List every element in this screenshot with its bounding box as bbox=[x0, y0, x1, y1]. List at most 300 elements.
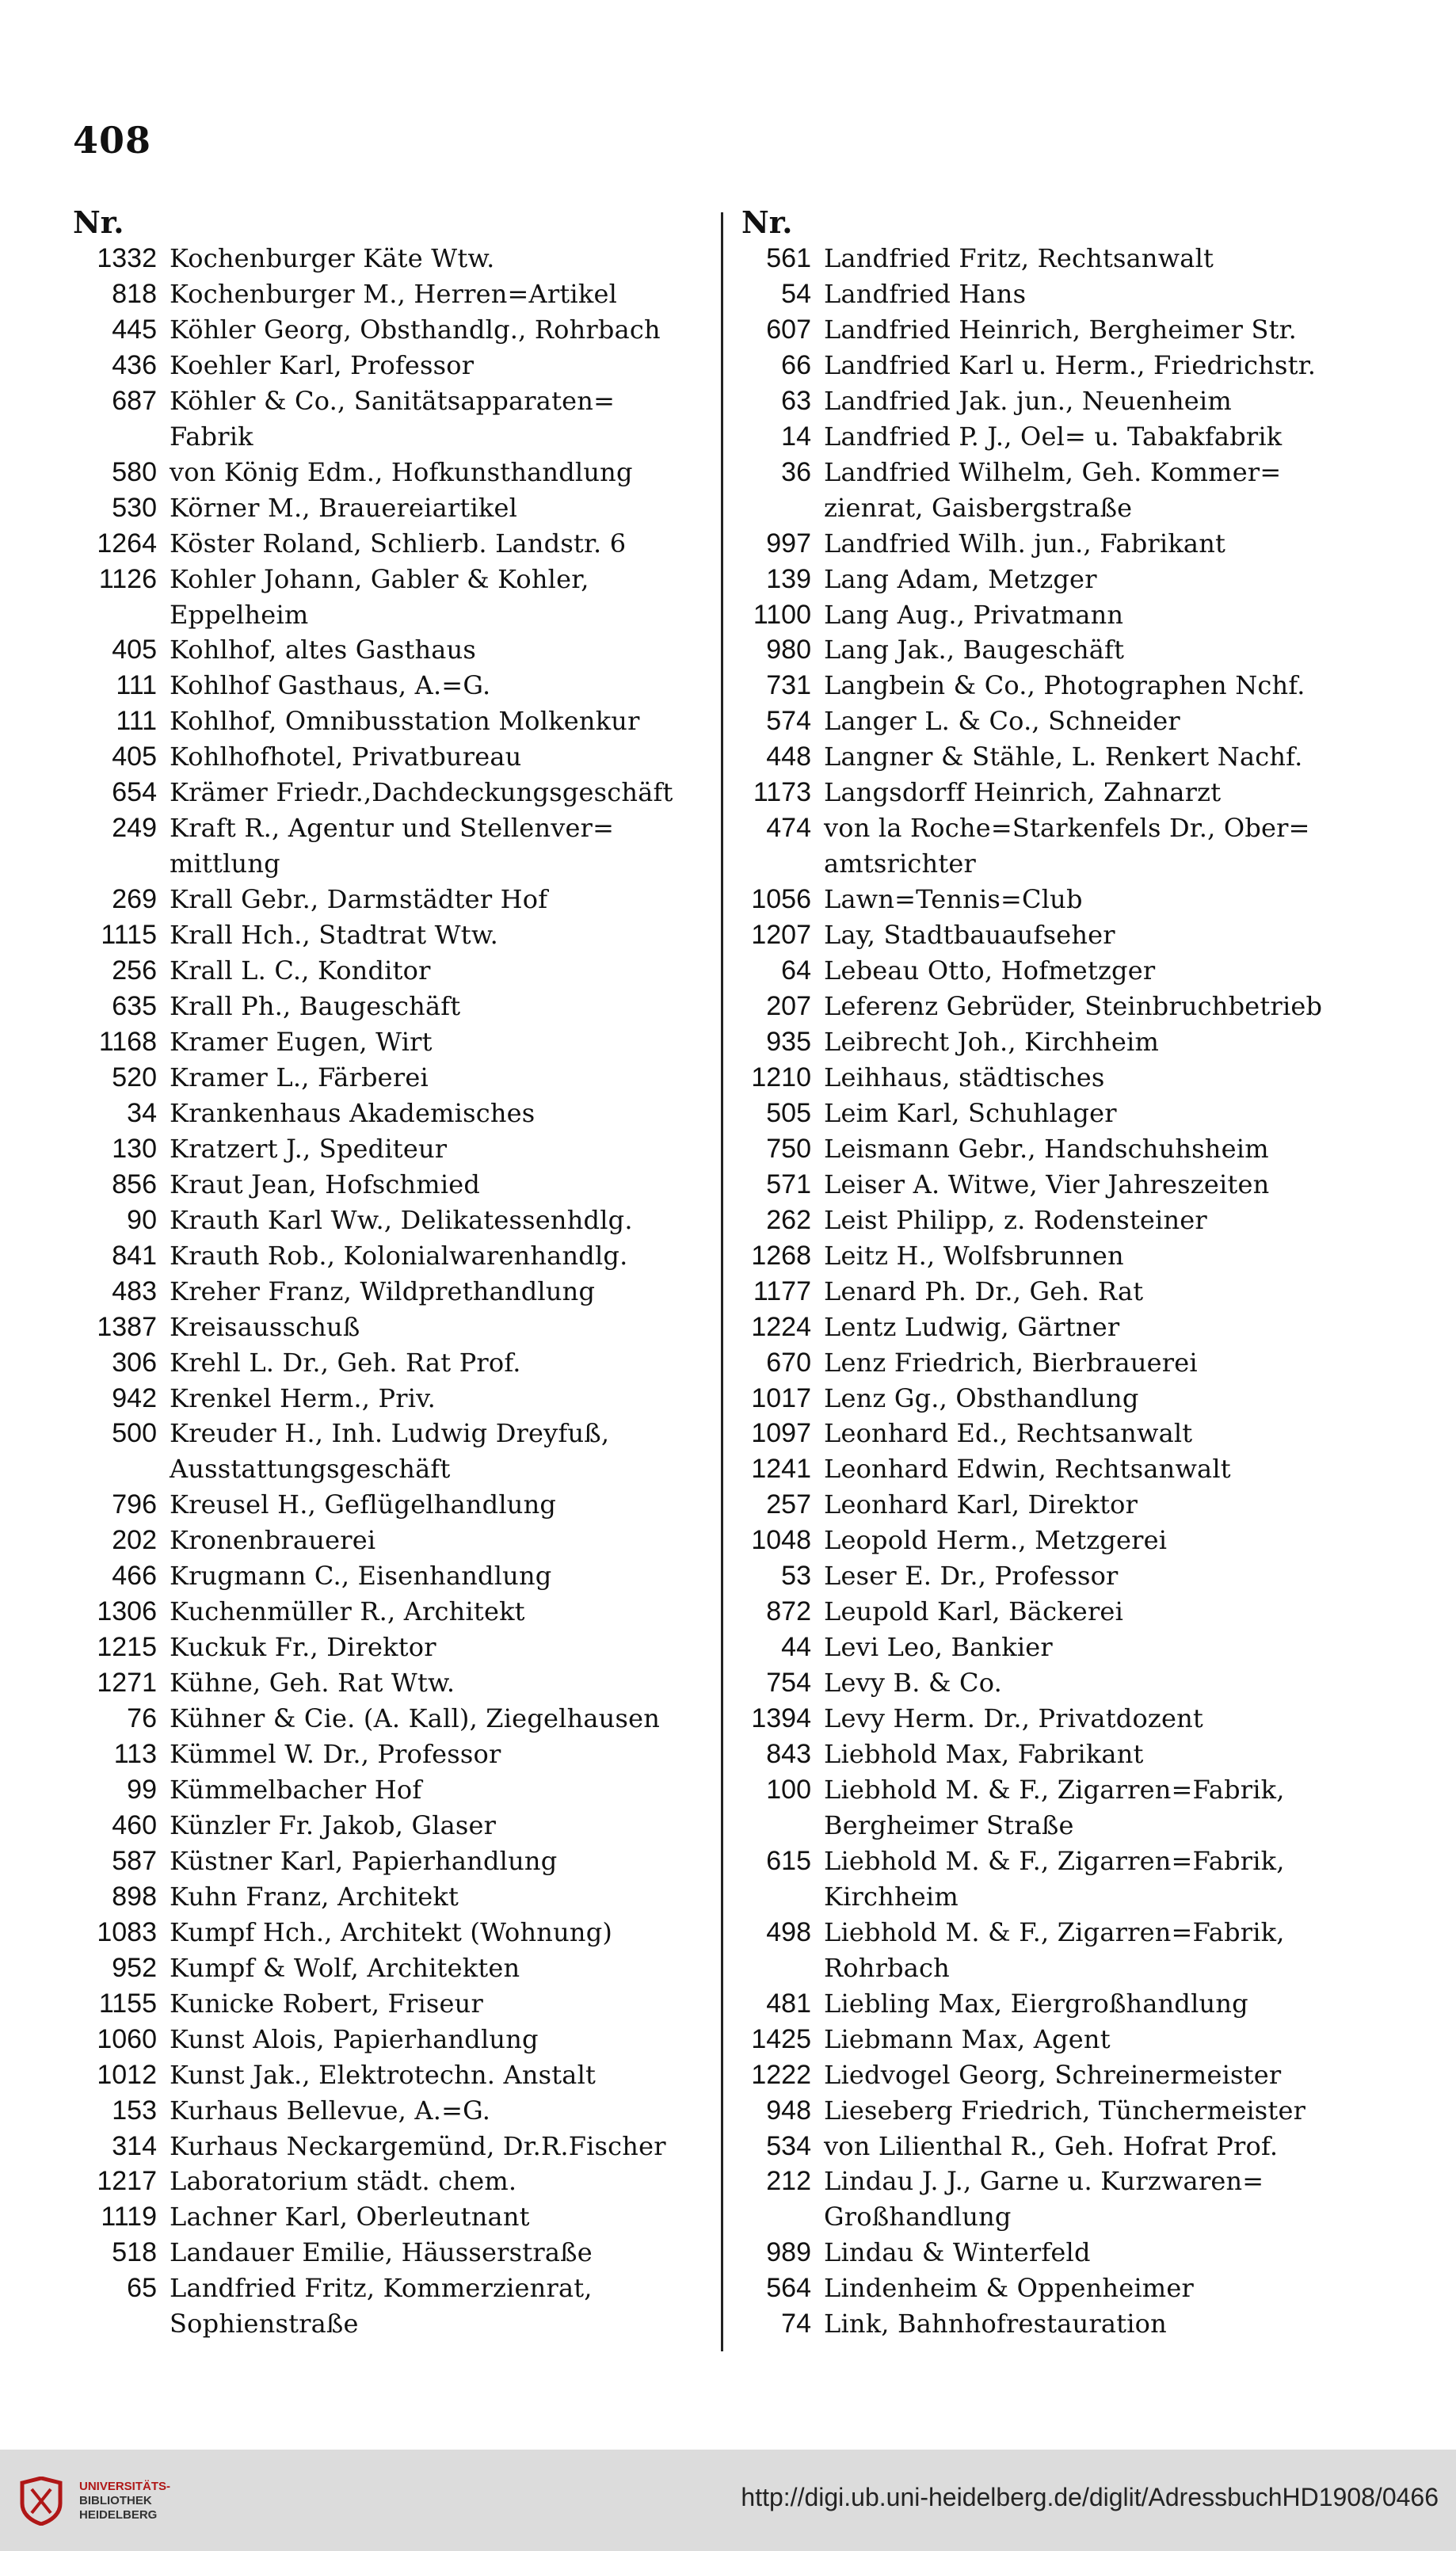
entry-number: 64 bbox=[781, 955, 811, 986]
directory-entry bbox=[732, 917, 1397, 953]
entry-number: 843 bbox=[766, 1739, 811, 1770]
entry-number: 518 bbox=[112, 2237, 157, 2268]
entry-text: Lindenheim & Oppenheimer bbox=[824, 2273, 1194, 2304]
entry-text: Krall L. C., Konditor bbox=[170, 955, 431, 986]
entry-text: Krauth Rob., Kolonialwarenhandlg. bbox=[170, 1240, 628, 1271]
entry-number: 571 bbox=[766, 1169, 811, 1199]
directory-entry bbox=[63, 1701, 722, 1737]
entry-text: Kumpf Hch., Architekt (Wohnung) bbox=[170, 1916, 613, 1947]
directory-entry bbox=[63, 562, 722, 633]
directory-entry bbox=[732, 2022, 1397, 2057]
entry-number: 1173 bbox=[753, 777, 811, 808]
entry-text: Krehl L. Dr., Geh. Rat Prof. bbox=[170, 1347, 521, 1378]
directory-entry bbox=[63, 739, 722, 775]
directory-entry bbox=[732, 704, 1397, 739]
entry-number: 841 bbox=[112, 1240, 157, 1271]
directory-entry bbox=[732, 1451, 1397, 1487]
entry-text: Lieseberg Friedrich, Tünchermeister bbox=[824, 2095, 1306, 2126]
entry-text: Kuhn Franz, Architekt bbox=[170, 1881, 459, 1912]
entry-number: 505 bbox=[766, 1097, 811, 1128]
directory-entry bbox=[732, 526, 1397, 562]
entry-number: 607 bbox=[766, 314, 811, 345]
directory-entry bbox=[732, 1238, 1397, 1274]
entry-text: Kreusel H., Geflügelhandlung bbox=[170, 1489, 557, 1520]
left-column bbox=[63, 204, 722, 2342]
directory-entry bbox=[63, 1915, 722, 1950]
directory-entry bbox=[732, 1416, 1397, 1451]
entry-text: Leibrecht Joh., Kirchheim bbox=[824, 1026, 1160, 1057]
directory-entry bbox=[732, 1665, 1397, 1701]
entry-number: 207 bbox=[766, 991, 811, 1022]
directory-entry bbox=[63, 1737, 722, 1772]
entry-text: Langbein & Co., Photographen Nchf. bbox=[824, 670, 1305, 701]
directory-entry bbox=[63, 2022, 722, 2057]
directory-entry bbox=[63, 1060, 722, 1096]
entry-number: 460 bbox=[112, 1809, 157, 1840]
directory-entry bbox=[63, 526, 722, 562]
entry-text: Kühne, Geh. Rat Wtw. bbox=[170, 1668, 455, 1699]
directory-entry bbox=[63, 989, 722, 1024]
directory-entry bbox=[732, 312, 1397, 348]
directory-entry bbox=[63, 1808, 722, 1844]
entry-text: Liebling Max, Eiergroßhandlung bbox=[824, 1988, 1248, 2019]
entry-number: 262 bbox=[766, 1204, 811, 1235]
directory-entry bbox=[63, 2093, 722, 2129]
directory-entry bbox=[732, 1345, 1397, 1381]
entry-number: 952 bbox=[112, 1952, 157, 1983]
directory-entry bbox=[63, 2271, 722, 2342]
entry-number: 100 bbox=[766, 1774, 811, 1805]
directory-entry bbox=[732, 810, 1397, 882]
entry-text: Landauer Emilie, Häusserstraße bbox=[170, 2237, 593, 2268]
entry-number: 1126 bbox=[98, 563, 157, 594]
directory-entry bbox=[732, 383, 1397, 419]
entry-text: Lenz Gg., Obsthandlung bbox=[824, 1382, 1139, 1413]
entry-text: Liebmann Max, Agent bbox=[824, 2023, 1111, 2054]
directory-entry bbox=[732, 1167, 1397, 1203]
entry-number: 935 bbox=[766, 1026, 811, 1057]
directory-entry bbox=[732, 1203, 1397, 1238]
entry-number: 731 bbox=[766, 670, 811, 701]
entry-number: 113 bbox=[113, 1739, 157, 1770]
directory-entry bbox=[732, 2271, 1397, 2306]
directory-entry bbox=[732, 1594, 1397, 1630]
directory-entry bbox=[63, 1558, 722, 1594]
left-column-header: Nr. bbox=[73, 204, 124, 240]
entry-number: 1155 bbox=[98, 1988, 157, 2019]
directory-entry bbox=[732, 1772, 1397, 1844]
directory-entry bbox=[63, 1630, 722, 1665]
entry-text: Levi Leo, Bankier bbox=[824, 1632, 1053, 1663]
footer-bar bbox=[0, 2450, 1456, 2551]
entry-number: 65 bbox=[127, 2273, 157, 2304]
entry-number: 1306 bbox=[97, 1596, 157, 1627]
directory-entry bbox=[732, 2057, 1397, 2093]
directory-entry bbox=[732, 668, 1397, 704]
entry-number: 269 bbox=[112, 884, 157, 915]
entry-text: Lang Adam, Metzger bbox=[824, 563, 1097, 594]
entry-number: 1097 bbox=[751, 1418, 811, 1449]
entry-number: 1177 bbox=[753, 1276, 811, 1306]
directory-entry bbox=[732, 882, 1397, 917]
entry-text: Leitz H., Wolfsbrunnen bbox=[824, 1240, 1124, 1271]
entry-number: 498 bbox=[766, 1916, 811, 1947]
entry-text: Langsdorff Heinrich, Zahnarzt bbox=[824, 777, 1222, 808]
entry-text: Leser E. Dr., Professor bbox=[824, 1561, 1119, 1592]
entry-number: 1224 bbox=[751, 1311, 811, 1342]
entry-text: Kunicke Robert, Friseur bbox=[170, 1988, 483, 2019]
entry-text: Kümmelbacher Hof bbox=[170, 1774, 422, 1805]
directory-entry bbox=[732, 2093, 1397, 2129]
directory-entry bbox=[732, 1523, 1397, 1558]
entry-text: von la Roche=Starkenfels Dr., Ober= amtsrichter bbox=[824, 813, 1310, 879]
entry-number: 90 bbox=[127, 1204, 157, 1235]
entry-number: 466 bbox=[112, 1561, 157, 1592]
entry-number: 530 bbox=[112, 492, 157, 523]
entry-number: 1268 bbox=[751, 1240, 811, 1271]
left-entry-list bbox=[63, 241, 722, 2342]
entry-number: 561 bbox=[766, 243, 811, 273]
entry-number: 750 bbox=[766, 1133, 811, 1164]
entry-text: Landfried Fritz, Kommerzienrat, Sophienstraße bbox=[170, 2273, 593, 2339]
entry-number: 1264 bbox=[97, 528, 157, 559]
entry-number: 314 bbox=[112, 2130, 157, 2161]
entry-text: Leonhard Karl, Direktor bbox=[824, 1489, 1138, 1520]
entry-text: Liebhold M. & F., Zigarren=Fabrik, Rohrbach bbox=[824, 1916, 1285, 1983]
entry-text: Krall Hch., Stadtrat Wtw. bbox=[170, 920, 498, 951]
directory-entry bbox=[63, 1879, 722, 1915]
entry-text: Liebhold M. & F., Zigarren=Fabrik, Kirchheim bbox=[824, 1845, 1285, 1912]
entry-number: 872 bbox=[766, 1596, 811, 1627]
entry-text: Kümmel W. Dr., Professor bbox=[170, 1739, 501, 1770]
entry-number: 564 bbox=[766, 2273, 811, 2304]
entry-text: Landfried Fritz, Rechtsanwalt bbox=[824, 243, 1214, 273]
entry-number: 53 bbox=[781, 1561, 811, 1592]
entry-number: 1394 bbox=[751, 1703, 811, 1734]
entry-text: Liedvogel Georg, Schreinermeister bbox=[824, 2059, 1282, 2090]
directory-entry bbox=[732, 455, 1397, 526]
directory-entry bbox=[732, 632, 1397, 668]
entry-text: Lawn=Tennis=Club bbox=[824, 884, 1083, 915]
entry-number: 74 bbox=[781, 2309, 811, 2339]
library-name-line3: HEIDELBERG bbox=[79, 2508, 158, 2522]
entry-text: Lentz Ludwig, Gärtner bbox=[824, 1311, 1120, 1342]
directory-entry bbox=[63, 1487, 722, 1523]
entry-number: 898 bbox=[112, 1881, 157, 1912]
entry-text: Kuckuk Fr., Direktor bbox=[170, 1632, 436, 1663]
directory-entry bbox=[63, 2057, 722, 2093]
entry-text: Landfried P. J., Oel= u. Tabakfabrik bbox=[824, 421, 1283, 452]
entry-number: 405 bbox=[112, 635, 157, 665]
library-name-line2: BIBLIOTHEK bbox=[79, 2494, 152, 2507]
directory-entry bbox=[63, 917, 722, 953]
entry-number: 1115 bbox=[101, 920, 157, 951]
directory-entry bbox=[732, 1558, 1397, 1594]
directory-entry bbox=[63, 953, 722, 989]
directory-entry bbox=[63, 1594, 722, 1630]
entry-text: Lebeau Otto, Hofmetzger bbox=[824, 955, 1156, 986]
entry-text: Link, Bahnhofrestauration bbox=[824, 2309, 1167, 2339]
entry-text: Kraut Jean, Hofschmied bbox=[170, 1169, 481, 1199]
entry-text: Leupold Karl, Bäckerei bbox=[824, 1596, 1124, 1627]
directory-entry bbox=[63, 1345, 722, 1381]
entry-number: 520 bbox=[112, 1062, 157, 1092]
directory-entry bbox=[732, 2306, 1397, 2342]
entry-text: Leiser A. Witwe, Vier Jahreszeiten bbox=[824, 1169, 1270, 1199]
directory-entry bbox=[63, 348, 722, 383]
entry-number: 1048 bbox=[751, 1525, 811, 1556]
directory-entry bbox=[63, 1523, 722, 1558]
directory-entry bbox=[732, 241, 1397, 276]
directory-entry bbox=[63, 810, 722, 882]
entry-number: 1387 bbox=[97, 1311, 157, 1342]
directory-entry bbox=[732, 1274, 1397, 1310]
entry-number: 1168 bbox=[98, 1026, 157, 1057]
entry-number: 483 bbox=[112, 1276, 157, 1306]
entry-number: 1119 bbox=[101, 2202, 157, 2233]
entry-number: 534 bbox=[766, 2130, 811, 2161]
entry-number: 153 bbox=[112, 2095, 157, 2126]
entry-number: 256 bbox=[112, 955, 157, 986]
entry-number: 1210 bbox=[751, 1062, 811, 1092]
entry-text: Krankenhaus Akademisches bbox=[170, 1097, 536, 1128]
entry-text: Kohler Johann, Gabler & Kohler, Eppelheim bbox=[170, 563, 589, 630]
directory-entry bbox=[63, 1844, 722, 1879]
directory-entry bbox=[63, 383, 722, 455]
directory-entry bbox=[63, 1096, 722, 1131]
directory-entry bbox=[63, 2235, 722, 2271]
page-number: 408 bbox=[73, 119, 152, 162]
entry-number: 818 bbox=[112, 278, 157, 309]
directory-entry bbox=[63, 1416, 722, 1487]
entry-text: Kreisausschuß bbox=[170, 1311, 360, 1342]
directory-entry bbox=[63, 1310, 722, 1345]
entry-text: Kreuder H., Inh. Ludwig Dreyfuß, Ausstattungsgeschäft bbox=[170, 1418, 610, 1485]
entry-text: Leist Philipp, z. Rodensteiner bbox=[824, 1204, 1207, 1235]
entry-number: 615 bbox=[766, 1845, 811, 1876]
entry-text: Kramer Eugen, Wirt bbox=[170, 1026, 433, 1057]
entry-number: 948 bbox=[766, 2095, 811, 2126]
entry-number: 796 bbox=[112, 1489, 157, 1520]
directory-entry bbox=[732, 1844, 1397, 1915]
entry-text: Liebhold Max, Fabrikant bbox=[824, 1739, 1144, 1770]
directory-entry bbox=[63, 490, 722, 526]
entry-number: 997 bbox=[766, 528, 811, 559]
entry-text: Kunst Alois, Papierhandlung bbox=[170, 2023, 539, 2054]
directory-entry bbox=[732, 775, 1397, 810]
entry-text: Köster Roland, Schlierb. Landstr. 6 bbox=[170, 528, 627, 559]
entry-number: 1215 bbox=[97, 1632, 157, 1663]
entry-text: Krugmann C., Eisenhandlung bbox=[170, 1561, 552, 1592]
directory-entry bbox=[732, 597, 1397, 633]
entry-number: 249 bbox=[112, 813, 157, 844]
entry-number: 34 bbox=[127, 1097, 157, 1128]
entry-number: 76 bbox=[127, 1703, 157, 1734]
directory-entry bbox=[63, 276, 722, 312]
directory-entry bbox=[732, 419, 1397, 455]
entry-number: 1332 bbox=[97, 243, 157, 273]
right-column-header: Nr. bbox=[741, 204, 793, 240]
entry-text: Leim Karl, Schuhlager bbox=[824, 1097, 1117, 1128]
entry-number: 257 bbox=[766, 1489, 811, 1520]
entry-number: 99 bbox=[127, 1774, 157, 1805]
entry-text: Küstner Karl, Papierhandlung bbox=[170, 1845, 558, 1876]
entry-number: 36 bbox=[781, 456, 811, 487]
directory-entry bbox=[732, 1024, 1397, 1060]
entry-text: Krall Gebr., Darmstädter Hof bbox=[170, 884, 548, 915]
entry-text: Kramer L., Färberei bbox=[170, 1062, 429, 1092]
entry-number: 54 bbox=[781, 278, 811, 309]
directory-entry bbox=[63, 1772, 722, 1808]
entry-text: Kurhaus Neckargemünd, Dr.R.Fischer bbox=[170, 2130, 666, 2161]
entry-number: 856 bbox=[112, 1169, 157, 1199]
directory-entry bbox=[732, 1487, 1397, 1523]
entry-text: Körner M., Brauereiartikel bbox=[170, 492, 518, 523]
directory-entry bbox=[732, 2164, 1397, 2235]
entry-text: Leonhard Ed., Rechtsanwalt bbox=[824, 1418, 1193, 1449]
entry-text: Leihhaus, städtisches bbox=[824, 1062, 1105, 1092]
entry-text: Lachner Karl, Oberleutnant bbox=[170, 2202, 530, 2233]
directory-entry bbox=[63, 1203, 722, 1238]
entry-text: Koehler Karl, Professor bbox=[170, 349, 475, 380]
entry-text: Landfried Jak. jun., Neuenheim bbox=[824, 385, 1232, 416]
entry-text: Lay, Stadtbauaufseher bbox=[824, 920, 1115, 951]
directory-entry bbox=[63, 632, 722, 668]
entry-text: Kohlhof, Omnibusstation Molkenkur bbox=[170, 706, 640, 737]
entry-text: Köhler & Co., Sanitätsapparaten= Fabrik bbox=[170, 385, 616, 452]
entry-text: Leferenz Gebrüder, Steinbruchbetrieb bbox=[824, 991, 1323, 1022]
directory-entry bbox=[732, 1131, 1397, 1167]
directory-entry bbox=[732, 739, 1397, 775]
entry-text: Krauth Karl Ww., Delikatessenhdlg. bbox=[170, 1204, 633, 1235]
directory-entry bbox=[63, 775, 722, 810]
entry-number: 754 bbox=[766, 1668, 811, 1699]
entry-text: Kronenbrauerei bbox=[170, 1525, 376, 1556]
entry-number: 1222 bbox=[751, 2059, 811, 2090]
directory-entry bbox=[63, 1665, 722, 1701]
directory-entry bbox=[63, 1131, 722, 1167]
entry-text: Landfried Heinrich, Bergheimer Str. bbox=[824, 314, 1297, 345]
entry-text: Köhler Georg, Obsthandlg., Rohrbach bbox=[170, 314, 661, 345]
entry-number: 587 bbox=[112, 1845, 157, 1876]
directory-entry bbox=[732, 2235, 1397, 2271]
directory-entry bbox=[732, 1737, 1397, 1772]
entry-text: Kohlhofhotel, Privatbureau bbox=[170, 742, 522, 772]
entry-text: von Lilienthal R., Geh. Hofrat Prof. bbox=[824, 2130, 1279, 2161]
entry-number: 1017 bbox=[751, 1382, 811, 1413]
entry-number: 989 bbox=[766, 2237, 811, 2268]
entry-text: Liebhold M. & F., Zigarren=Fabrik, Bergheimer Straße bbox=[824, 1774, 1285, 1840]
entry-text: Laboratorium städt. chem. bbox=[170, 2166, 517, 2197]
right-column bbox=[732, 204, 1397, 2342]
entry-number: 306 bbox=[112, 1347, 157, 1378]
directory-entry bbox=[732, 1701, 1397, 1737]
entry-number: 202 bbox=[112, 1525, 157, 1556]
entry-number: 139 bbox=[766, 563, 811, 594]
directory-entry bbox=[63, 1238, 722, 1274]
entry-text: Lindau & Winterfeld bbox=[824, 2237, 1091, 2268]
entry-number: 580 bbox=[112, 456, 157, 487]
directory-entry bbox=[63, 1381, 722, 1417]
entry-number: 670 bbox=[766, 1347, 811, 1378]
entry-text: Langer L. & Co., Schneider bbox=[824, 706, 1180, 737]
entry-text: Langner & Stähle, L. Renkert Nachf. bbox=[824, 742, 1303, 772]
entry-text: Kuchenmüller R., Architekt bbox=[170, 1596, 525, 1627]
directory-entry bbox=[732, 1915, 1397, 1986]
source-url[interactable]: http://digi.ub.uni-heidelberg.de/diglit/AdressbuchHD1908/0466 bbox=[741, 2483, 1439, 2511]
entry-number: 212 bbox=[766, 2166, 811, 2197]
university-seal-icon bbox=[17, 2477, 65, 2526]
directory-entry bbox=[732, 1381, 1397, 1417]
entry-number: 66 bbox=[781, 349, 811, 380]
entry-text: Kohlhof, altes Gasthaus bbox=[170, 635, 477, 665]
entry-number: 445 bbox=[112, 314, 157, 345]
directory-entry bbox=[732, 2129, 1397, 2164]
library-name-line1: UNIVERSITÄTS- bbox=[79, 2480, 171, 2493]
directory-entry bbox=[732, 1310, 1397, 1345]
entry-number: 111 bbox=[116, 706, 157, 737]
entry-text: Landfried Karl u. Herm., Friedrichstr. bbox=[824, 349, 1317, 380]
directory-entry bbox=[732, 989, 1397, 1024]
entry-text: Kumpf & Wolf, Architekten bbox=[170, 1952, 520, 1983]
entry-number: 1060 bbox=[97, 2023, 157, 2054]
entry-text: Kunst Jak., Elektrotechn. Anstalt bbox=[170, 2059, 597, 2090]
entry-number: 1012 bbox=[97, 2059, 157, 2090]
entry-text: Landfried Wilhelm, Geh. Kommer= zienrat, Gaisbergstraße bbox=[824, 456, 1282, 523]
entry-text: Levy B. & Co. bbox=[824, 1668, 1002, 1699]
directory-entry bbox=[732, 1096, 1397, 1131]
entry-number: 1271 bbox=[97, 1668, 157, 1699]
entry-number: 654 bbox=[112, 777, 157, 808]
entry-number: 448 bbox=[766, 742, 811, 772]
entry-text: Kochenburger Käte Wtw. bbox=[170, 243, 495, 273]
entry-number: 980 bbox=[766, 635, 811, 665]
entry-text: Lang Jak., Baugeschäft bbox=[824, 635, 1125, 665]
entry-number: 63 bbox=[781, 385, 811, 416]
entry-number: 481 bbox=[766, 1988, 811, 2019]
directory-entry bbox=[732, 562, 1397, 597]
entry-number: 574 bbox=[766, 706, 811, 737]
directory-entry bbox=[63, 1024, 722, 1060]
entry-number: 1241 bbox=[751, 1454, 811, 1485]
directory-entry bbox=[63, 2129, 722, 2164]
entry-text: von König Edm., Hofkunsthandlung bbox=[170, 456, 633, 487]
entry-number: 44 bbox=[781, 1632, 811, 1663]
entry-number: 500 bbox=[112, 1418, 157, 1449]
entry-number: 1056 bbox=[751, 884, 811, 915]
entry-text: Krämer Friedr.,Dachdeckungsgeschäft bbox=[170, 777, 673, 808]
directory-entry bbox=[732, 953, 1397, 989]
entry-number: 1217 bbox=[97, 2166, 157, 2197]
entry-text: Kohlhof Gasthaus, A.=G. bbox=[170, 670, 491, 701]
entry-number: 687 bbox=[112, 385, 157, 416]
entry-number: 405 bbox=[112, 742, 157, 772]
entry-text: Landfried Hans bbox=[824, 278, 1027, 309]
directory-entry bbox=[732, 276, 1397, 312]
directory-entry bbox=[732, 1986, 1397, 2022]
directory-entry bbox=[63, 312, 722, 348]
entry-text: Leismann Gebr., Handschuhsheim bbox=[824, 1133, 1269, 1164]
entry-text: Lang Aug., Privatmann bbox=[824, 599, 1124, 630]
entry-text: Kraft R., Agentur und Stellenver= mittlung bbox=[170, 813, 615, 879]
entry-number: 1207 bbox=[751, 920, 811, 951]
directory-entry bbox=[63, 1167, 722, 1203]
directory-entry bbox=[63, 2199, 722, 2235]
directory-entry bbox=[63, 1986, 722, 2022]
directory-entry bbox=[732, 1060, 1397, 1096]
directory-entry bbox=[63, 455, 722, 490]
entry-text: Krenkel Herm., Priv. bbox=[170, 1382, 436, 1413]
